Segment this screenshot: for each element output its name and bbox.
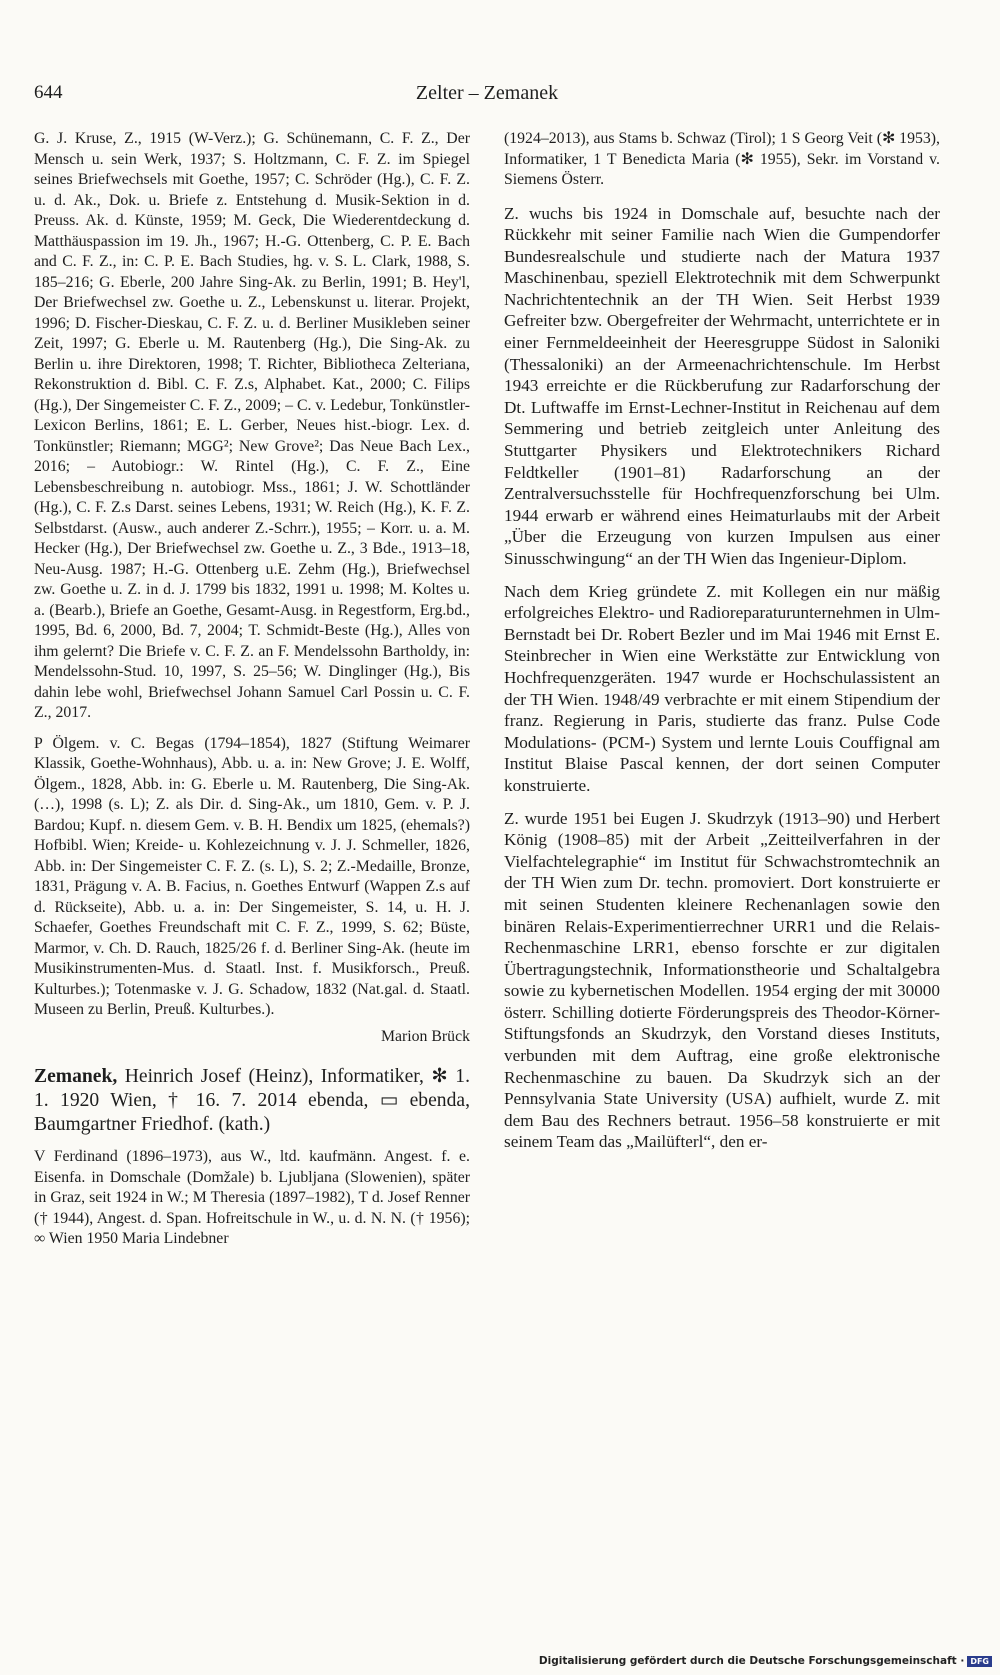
footer-text: Digitalisierung gefördert durch die Deutsche Forschungsgemeinschaft · xyxy=(538,1655,965,1667)
biography-paragraph-1: Z. wuchs bis 1924 in Domschale auf, besuchte nach der Rückkehr mit seiner Familie nach Wien die Gumpendorfer Bundesrealschule und studierte nach der Matura 1937 Maschinenbau, speziell Elektrotechnik mit dem Schwerpunkt Nachrichtentechnik an der TH Wien. Seit Herbst 1939 Gefreiter bzw. Obergefreiter der Wehrmacht, unterrichtete er in einer Fernmeldeeinheit der Heeresgruppe Südost in Saloniki (Thessaloniki) an der Armeenachrichtenschule. Im Herbst 1943 erreichte er die Rückberufung zur Radarforschung der Dt. Luftwaffe im Ernst-Lechner-Institut in Reichenau auf dem Semmering und betrieb zeitgleich unter Anleitung des Stuttgarter Physikers und Elektrotechnikers Richard Feldtkeller (1901–81) Radarforschung an der Zentralversuchsstelle für Hochfrequenzforschung bei Ulm. 1944 erwarb er während eines Heimaturlaubs mit der Arbeit „Über die Erzeugung von kurzen Impulsen aus einer Sinusschwingung“ an der TH Wien das Ingenieur-Diplom. xyxy=(504,203,940,568)
digitization-footer xyxy=(539,1655,992,1667)
biography-paragraph-3: Z. wurde 1951 bei Eugen J. Skudrzyk (1913–90) und Herbert König (1908–85) mit der Arbeit „Zeitteilverfahren in der Vielfachtelegraphie“ im Institut für Schwachstromtechnik an der TH Wien zum Dr. techn. promoviert. Dort konstruierte er mit seinen Studenten kleinere Rechenanlagen sowie den binären Relais-Experimentierrechner URR1 und die Relais-Rechenmaschine LRR1, ebenso forschte er zur digitalen Übertragungstechnik, Informationstheorie und Schaltalgebra sowie zu kybernetischen Modellen. 1954 erging der mit 30000 österr. Schilling dotierte Förderungspreis des Theodor-Körner-Stiftungsfonds an Skudrzyk, den Vorstand dieses Instituts, verbunden mit dem Auftrag, eine große elektronische Rechenmaschine zu bauen. Da Skudrzyk sich an der Pennsylvania State University (USA) aufhielt, wurde Z. mit dem Bau des Rechners betraut. 1956–58 konstruierte er mit seinem Team das „Mailüfterl“, den er- xyxy=(504,808,940,1152)
literature-paragraph: G. J. Kruse, Z., 1915 (W-Verz.); G. Schünemann, C. F. Z., Der Mensch u. sein Werk, 1937; S. Holtzmann, C. F. Z. im Spiegel seines Briefwechsels mit Goethe, 1957; C. Schröder (Hg.), C. F. Z. u. d. Ak., Dok. u. Briefe z. Entstehung d. Musik-Sektion in d. Preuss. Ak. d. Künste, 1959; M. Geck, Die Wiederentdeckung d. Matthäuspassion im 19. Jh., 1967; H.-G. Ottenberg, C. P. E. Bach and C. F. Z., in: C. P. E. Bach Studies, hg. v. S. L. Clark, 1988, S. 185–216; G. Eberle, 200 Jahre Sing-Ak. zu Berlin, 1991; B. Hey'l, Der Briefwechsel zw. Goethe u. Z., Lebenskunst u. literar. Projekt, 1996; D. Fischer-Dieskau, C. F. Z. u. d. Berliner Musikleben seiner Zeit, 1997; G. Eberle u. M. Rautenberg (Hg.), Die Sing-Ak. zu Berlin u. ihre Direktoren, 1998; T. Richter, Bibliotheca Zelteriana, Rekonstruktion d. Bibl. C. F. Z.s, Alphabet. Kat., 2000; C. Filips (Hg.), Der Singemeister C. F. Z., 2009; – C. v. Ledebur, Tonkünstler-Lexicon Berlins, 1861; E. L. Gerber, Neues hist.-biogr. Lex. d. Tonkünstler; Riemann; MGG²; New Grove²; Das Neue Bach Lex., 2016; – Autobiogr.: W. Rintel (Hg.), C. F. Z., Eine Lebensbeschreibung n. autobiogr. Mss., 1861; J. W. Schottländer (Hg.), C. F. Z.s Darst. seines Lebens, 1931; W. Reich (Hg.), K. F. Z. Selbstdarst. (Ausw., auch anderer Z.-Schrr.), 1955; – Korr. u. a. M. Hecker (Hg.), Der Briefwechsel zw. Goethe u. Z., 3 Bde., 1913–18, Neu-Ausg. 1987; H.-G. Ottenberg u.E. Zehm (Hg.), Briefwechsel zw. Goethe u. Z. in d. J. 1799 bis 1832, 1991 u. 1998; M. Koltes u. a. (Bearb.), Briefe an Goethe, Gesamt-Ausg. in Regestform, Erg.bd., 1995, Bd. 6, 2000, Bd. 7, 2004; T. Schmidt-Beste (Hg.), Alles von ihm gelernt? Die Briefe v. C. F. Z. an F. Mendelssohn Bartholdy, in: Mendelssohn-Stud. 10, 1997, S. 25–56; W. Dinglinger (Hg.), Bis dahin lebe wohl, Briefwechsel Johann Samuel Carl Possin u. C. F. Z., 2017. xyxy=(34,130,470,721)
entry-name: Zemanek, xyxy=(34,1066,118,1087)
entry-heading-details: Heinrich Josef (Heinz), Informatiker, ✻ 1. 1. 1920 Wien, † 16. 7. 2014 ebenda, ▭ ebenda, Baumgartner Friedhof. (kath.) xyxy=(34,1066,470,1135)
page-number: 644 xyxy=(34,82,63,103)
portraits-paragraph: P Ölgem. v. C. Begas (1794–1854), 1827 (Stiftung Weimarer Klassik, Goethe-Wohnhaus), Abb. u. a. in: New Grove; J. E. Wolff, Ölgem., 1828, Abb. in: G. Eberle u. M. Rautenberg, Die Sing-Ak. (…), 1998 (s. L); Z. als Dir. d. Sing-Ak., um 1810, Gem. v. P. J. Bardou; Kupf. n. diesem Gem. v. B. H. Bendix um 1825, (ehemals?) Hofbibl. Wien; Kreide- u. Kohlezeichnung v. J. J. Schmeller, 1826, Abb. in: Der Singemeister C. F. Z. (s. L), S. 2; Z.-Medaille, Bronze, 1831, Prägung v. A. B. Facius, n. Goethes Entwurf (Wappen Z.s auf d. Rückseite), Abb. u. a. in: Der Singemeister, S. 14, u. H. J. Schaefer, Goethes Freundschaft mit C. F. Z., 1999, S. 62; Büste, Marmor, v. Ch. D. Rauch, 1825/26 f. d. Berliner Sing-Ak. (heute im Musikinstrumenten-Mus. d. Staatl. Inst. f. Musikforsch., Preuß. Kulturbes.); Totenmaske v. J. G. Schadow, 1832 (Nat.gal. d. Staatl. Museen zu Berlin, Preuß. Kulturbes.). xyxy=(34,734,470,1018)
dfg-logo: DFG xyxy=(967,1656,992,1667)
family-continuation: (1924–2013), aus Stams b. Schwaz (Tirol); 1 S Georg Veit (✻ 1953), Informatiker, 1 T Benedicta Maria (✻ 1955), Sekr. im Vorstand v. Siemens Österr. xyxy=(504,130,940,188)
running-title: Zelter – Zemanek xyxy=(415,82,559,104)
biography-paragraph-2: Nach dem Krieg gründete Z. mit Kollegen ein nur mäßig erfolgreiches Elektro- und Radioreparaturunternehmen in Ulm-Bernstadt bei Dr. Robert Bezler und im Mai 1946 mit Ernst E. Steinbrecher in Wien eine Werkstätte zur Entwicklung von Hochfrequenzgeräten. 1947 wurde er Hochschulassistent an der TH Wien. 1948/49 verbrachte er mit einem Stipendium der franz. Regierung in Paris, studierte das franz. Pulse Code Modulations- (PCM-) System und lernte Louis Couffignal am Institut Blaise Pascal kennen, der dort seinen Computer konstruierte. xyxy=(504,581,940,795)
page-header xyxy=(34,82,940,110)
left-column xyxy=(34,129,470,1260)
author-signature: Marion Brück xyxy=(380,1027,470,1045)
right-column xyxy=(504,129,940,1164)
entry-heading xyxy=(34,1065,470,1137)
family-paragraph: V Ferdinand (1896–1973), aus W., ltd. kaufmänn. Angest. f. e. Eisenfa. in Domschale (Domžale) b. Ljubljana (Slowenien), später in Graz, seit 1924 in W.; M Theresia (1897–1982), T d. Josef Renner († 1944), Angest. d. Span. Hofreitschule in W., u. d. N. N. († 1956); ∞ Wien 1950 Maria Lindebner xyxy=(34,1148,470,1247)
